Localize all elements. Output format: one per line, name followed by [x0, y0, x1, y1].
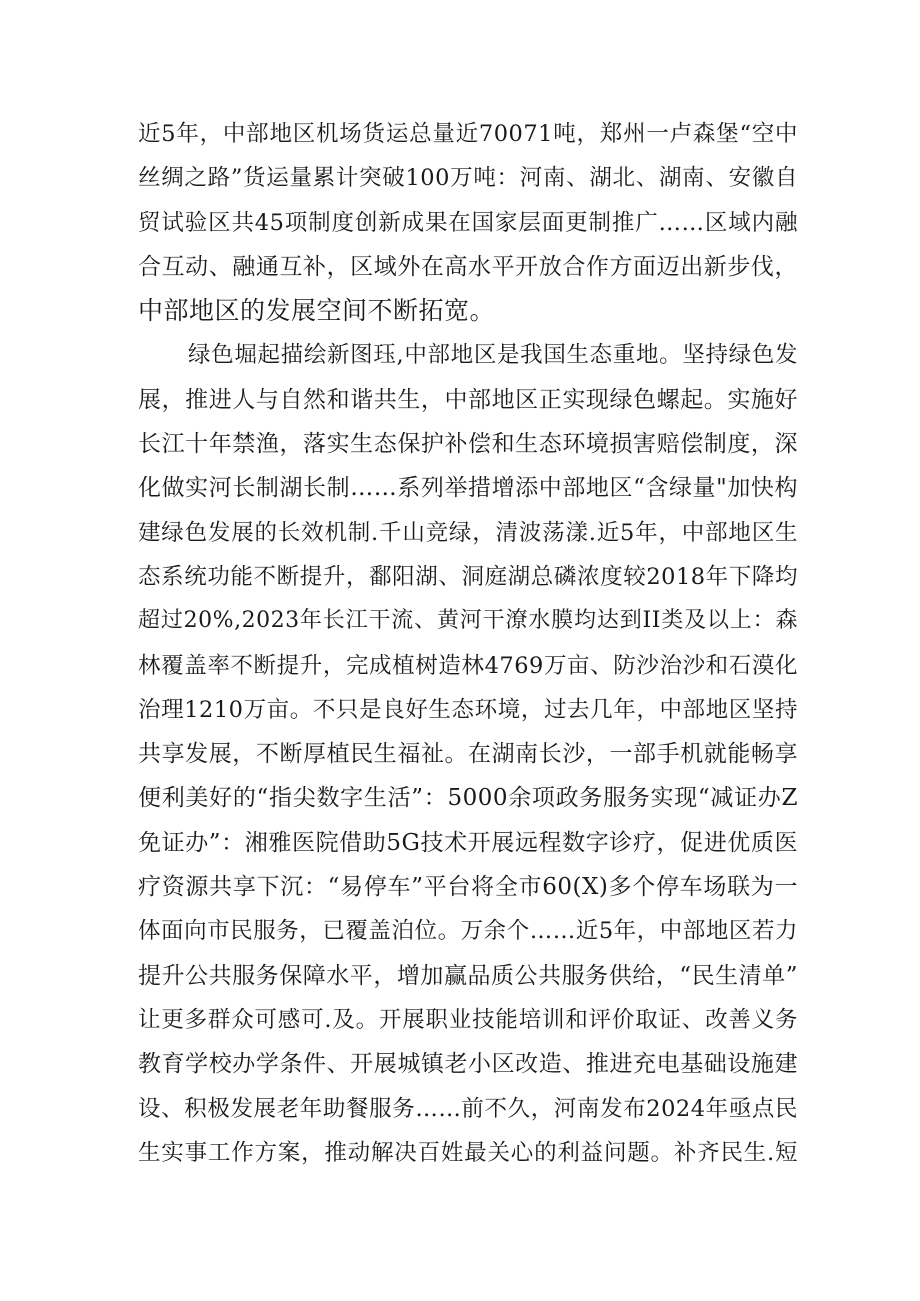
text-line: 疗资源共享下沉：“易停车”平台将全市60(X)多个停车场联为一 [138, 874, 798, 901]
text-line: 设、积极发展老年助餐服务……前不久，河南发布2024年亟点民 [138, 1095, 798, 1122]
text-line: 长江十年禁渔，落实生态保护补偿和生态环境损害赔偿制度，深 [138, 431, 798, 458]
text-line: 贸试验区共45项制度创新成果在国家层面更制推广……区域内融 [138, 209, 798, 236]
text-line: 近5年，中部地区机场货运总量近70071吨，郑州一卢森堡“空中 [138, 121, 798, 147]
text-line: 展，推进人与自然和谐共生，中部地区正实现绿色螺起。实施好 [138, 386, 798, 413]
text-line: 体面向市民服务，已覆盖泊位。万余个……近5年，中部地区若力 [138, 918, 798, 945]
text-line: 便利美好的“指尖数字生活”：5000余项政务服务实现“减证办Z [138, 785, 798, 812]
text-line: 中部地区的发展空间不断拓宽。 [138, 296, 496, 326]
text-line: 超过20%,2023年长江干流、黄河干潦水膜均达到II类及以上：森 [138, 608, 798, 634]
text-line: 治理1210万亩。不只是良好生态环境，过去几年，中部地区坚持 [138, 696, 798, 723]
text-line: 林覆盖率不断提升，完成植树造林4769万亩、防沙治沙和石漠化 [138, 652, 798, 679]
text-line: 免证办”：湘雅医院借助5G技术开展远程数字诊疗，促进优质医 [138, 829, 798, 856]
text-line: 化做实河长制湖长制……系列举措增添中部地区“含绿量"加快构 [138, 475, 798, 502]
text-line: 教育学校办学条件、开展城镇老小区改造、推进充电基础设施建 [138, 1051, 798, 1078]
text-line: 建绿色发展的长效机制.千山竞绿，清波荡漾.近5年，中部地区生 [138, 519, 798, 546]
text-line: 生实事工作方案，推动解决百姓最关心的利益问题。补齐民生.短 [138, 1139, 798, 1166]
text-line: 态系统功能不断提升，鄱阳湖、洞庭湖总磷浓度较2018年下降均 [138, 563, 798, 590]
text-line: 共享发展，不断厚植民生福祉。在湖南长沙，一部手机就能畅享 [138, 741, 798, 768]
paragraph-start-line: 绿色堀起描绘新图珏,中部地区是我国生态重地。坚持绿色发 [188, 342, 798, 369]
body-text [138, 112, 798, 1175]
text-line: 合互动、融通互补，区域外在高水平开放合作方面迈出新步伐， [138, 253, 798, 280]
text-line: 丝绸之路”货运量累计突破100万吨：河南、湖北、湖南、安徽自 [138, 165, 798, 192]
text-line: 让更多群众可感可.及。开展职业技能培训和评价取证、改善义务 [138, 1006, 798, 1033]
text-line: 提升公共服务保障水平，增加赢品质公共服务供给，“民生清单” [138, 962, 798, 989]
